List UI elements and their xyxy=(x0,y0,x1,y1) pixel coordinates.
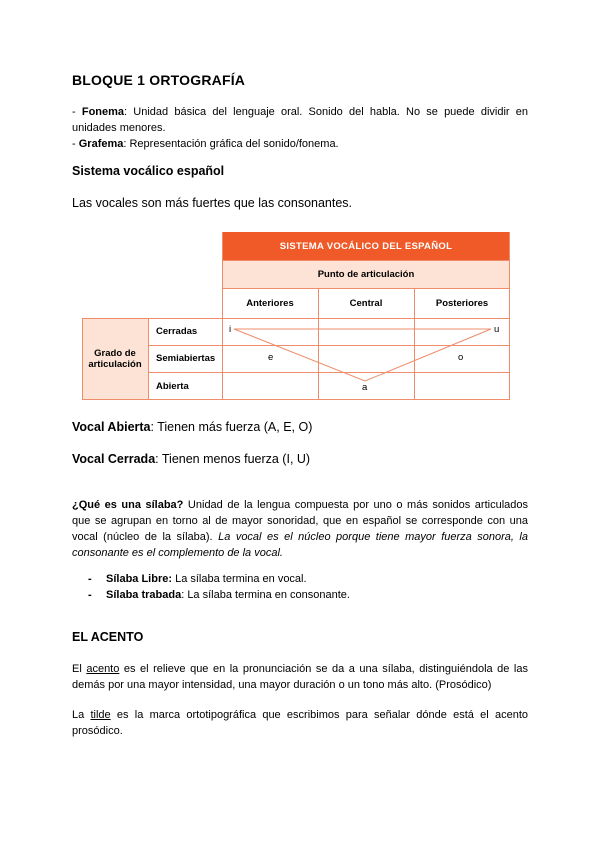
syllable-question: ¿Qué es una sílaba? xyxy=(72,499,184,511)
syllable-text: Unidad de la lengua compuesta por uno o más sonidos articulados que se agrupan en torno al de mayor sonoridad, que en español se corresponde con una vocal (núcleo de la sílaba). xyxy=(72,499,528,543)
section-heading-vowels: Sistema vocálico español xyxy=(72,164,225,178)
list-item xyxy=(88,571,350,587)
list-item xyxy=(88,587,350,603)
closed-vowel-line xyxy=(72,452,310,466)
vowel-triangle xyxy=(82,232,510,400)
column-central: Central xyxy=(349,297,383,309)
text-closed-vowel: : Tienen menos fuerza (I, U) xyxy=(155,452,311,466)
page-title: BLOQUE 1 ORTOGRAFÍA xyxy=(72,72,246,88)
term-grafema: Grafema xyxy=(78,138,124,150)
definition-grafema: - Grafema: Representación gráfica del sonido/fonema. xyxy=(72,138,339,150)
table-subheader: Punto de articulación xyxy=(222,260,510,288)
definitions xyxy=(72,104,528,152)
column-posteriores: Posteriores xyxy=(435,297,489,309)
tilde-pre: La xyxy=(72,709,91,721)
tilde-text: es la marca ortotipográfica que escribimos para señalar dónde está el acento prosódico. xyxy=(72,709,528,737)
syllable-types-list xyxy=(88,571,350,603)
text-silaba-libre: La sílaba termina en vocal. xyxy=(172,573,307,585)
column-anteriores: Anteriores xyxy=(246,297,294,309)
row-semiabiertas: Semiabiertas xyxy=(156,353,216,364)
vowel-o: o xyxy=(458,352,464,363)
text-open-vowel: : Tienen más fuerza (A, E, O) xyxy=(150,420,313,434)
tilde-word: tilde xyxy=(90,709,111,721)
term-open-vowel: Vocal Abierta xyxy=(72,420,151,434)
row-cerradas: Cerradas xyxy=(156,326,198,337)
vowel-system-table xyxy=(82,232,510,400)
vowel-u: u xyxy=(494,324,500,335)
term-fonema: Fonema xyxy=(81,106,125,118)
accent-paragraph xyxy=(72,661,528,693)
table-header: SISTEMA VOCÁLICO DEL ESPAÑOL xyxy=(222,232,510,260)
section-heading-accent: EL ACENTO xyxy=(72,630,144,644)
term-closed-vowel: Vocal Cerrada xyxy=(72,452,156,466)
tilde-paragraph xyxy=(72,707,528,739)
accent-text: es el relieve que en la pronunciación se da a una sílaba, distinguiéndola de las demás por una mayor intensidad, una mayor duración o un tono más alto. (Prosódico) xyxy=(72,663,528,691)
vowel-e: e xyxy=(268,352,274,363)
vowels-intro: Las vocales son más fuertes que las consonantes. xyxy=(72,196,353,210)
definition-fonema: - Fonema: Unidad básica del lenguaje oral. Sonido del habla. No se puede dividir en unidades menores. xyxy=(72,106,528,134)
syllable-paragraph xyxy=(72,497,528,561)
term-silaba-trabada: Sílaba trabada xyxy=(106,589,182,601)
term-silaba-libre: Sílaba Libre: xyxy=(106,573,173,585)
open-vowel-line xyxy=(72,420,312,434)
vowel-i: i xyxy=(229,324,232,335)
accent-pre: El xyxy=(72,663,87,675)
text-fonema: : Unidad básica del lenguaje oral. Sonido del habla. No se puede dividir en unidades menores. xyxy=(72,106,528,134)
text-grafema: : Representación gráfica del sonido/fonema. xyxy=(123,138,339,150)
text-silaba-trabada: : La sílaba termina en consonante. xyxy=(181,589,350,601)
row-group-label: Grado de articulación xyxy=(82,318,148,400)
accent-word: acento xyxy=(86,663,120,675)
vowel-a: a xyxy=(362,382,368,393)
syllable-italic: La vocal es el núcleo porque tiene mayor fuerza sonora, la consonante es el complemento de la vocal. xyxy=(72,531,528,559)
row-abierta: Abierta xyxy=(156,380,189,392)
